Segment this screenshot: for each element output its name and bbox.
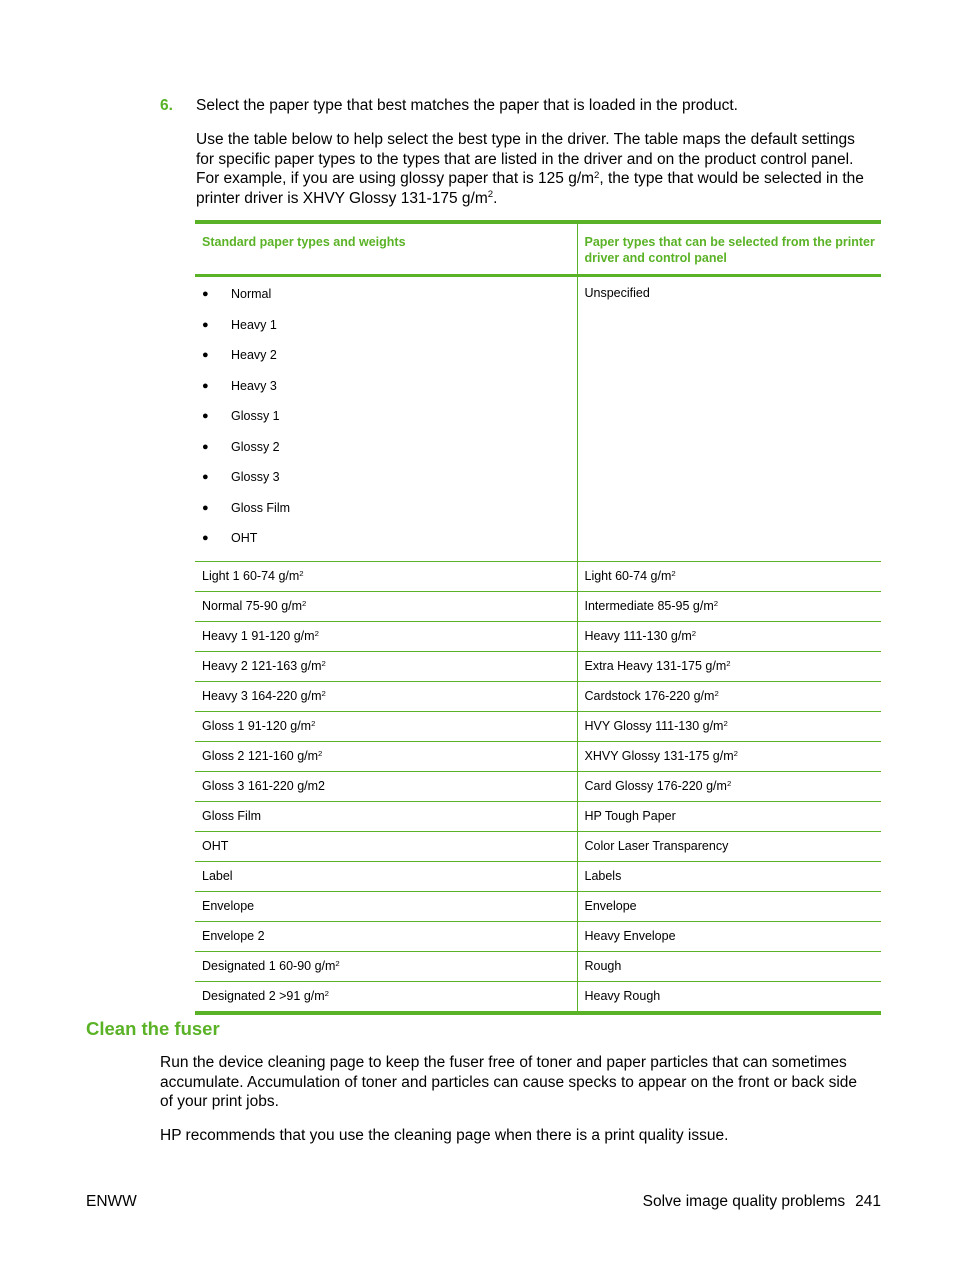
driver-type-cell: Intermediate 85-95 $g/m^2$ [577, 591, 881, 621]
driver-type-cell: Light 60-74 $g/m^2$ [577, 561, 881, 591]
table-row [195, 921, 881, 951]
bullet-icon: ● [202, 318, 209, 331]
bullet-icon: ● [202, 501, 209, 514]
paper-types-table [195, 220, 881, 1015]
bullet-label: Heavy 1 [231, 317, 277, 332]
bullet-item [202, 530, 571, 561]
table-row [195, 621, 881, 651]
section-para-line-1: Run the device cleaning page to keep the fuser free of toner and paper particles that can sometimes [160, 1054, 847, 1071]
bullet-item [202, 439, 571, 470]
standard-type-cell: Heavy 3 164-220 $g/m^2$ [195, 681, 577, 711]
table-row [195, 861, 881, 891]
section-para2-line: HP recommends that you use the cleaning page when there is a print quality issue. [160, 1127, 729, 1144]
section-para-line-2: accumulate. Accumulation of toner and particles can cause specks to appear on the front or back side [160, 1073, 858, 1091]
standard-type-cell: Designated 1 60-90 $g/m^2$ [195, 951, 577, 981]
step-para-line-4: printer driver is XHVY Glossy 131-175 $g/m^2$. [196, 189, 498, 207]
bullet-icon: ● [202, 471, 209, 483]
step-para-line-3: For example, if you are using glossy paper that is 125 $g/m^2$, the type that would be selected in the [196, 169, 864, 187]
footer-section-name: Solve image quality problems [642, 1193, 846, 1210]
bullet-item [202, 408, 571, 439]
step-para-line-2: for specific paper types to the types that are listed in the driver and on the product control panel. [196, 150, 854, 168]
superscript: 2 [314, 628, 319, 638]
table-row-bullet-group [195, 276, 881, 562]
superscript: 2 [321, 688, 326, 698]
superscript: 2 [311, 718, 316, 728]
standard-type-cell: Gloss 2 121-160 $g/m^2$ [195, 741, 577, 771]
standard-type-cell: Envelope [195, 891, 577, 921]
driver-type-cell: HVY Glossy 111-130 $g/m^2$ [577, 711, 881, 741]
standard-type-cell: Gloss Film [195, 801, 577, 831]
standard-type-cell: OHT [195, 831, 577, 861]
section-para-line-3: of your print jobs. [160, 1093, 279, 1111]
table-row [195, 681, 881, 711]
section-paragraph-1 [160, 1053, 884, 1112]
step-text: Select the paper type that best matches the paper that is loaded in the product. [196, 97, 738, 114]
superscript: 2 [714, 688, 719, 698]
driver-type-cell: Heavy 111-130 $g/m^2$ [577, 621, 881, 651]
driver-type-cell: Extra Heavy 131-175 $g/m^2$ [577, 651, 881, 681]
driver-type-cell: Card Glossy 176-220 $g/m^2$ [577, 771, 881, 801]
step-para-line-1: Use the table below to help select the best type in the driver. The table maps the default settings [196, 131, 855, 148]
header-driver-paper-types: Paper types that can be selected from the printer driver and control panel [577, 222, 881, 276]
superscript: 2 [726, 778, 732, 788]
superscript: 2 [321, 658, 326, 668]
bullet-item [202, 317, 571, 348]
superscript: 2 [318, 748, 323, 758]
bullet-icon: ● [202, 532, 209, 544]
standard-type-cell: Heavy 2 121-163 $g/m^2$ [195, 651, 577, 681]
bullet-label: Gloss Film [231, 500, 291, 515]
superscript: 2 [691, 628, 697, 638]
table-row [195, 981, 881, 1013]
standard-type-cell: Designated 2 >91 $g/m^2$ [195, 981, 577, 1013]
bullet-icon: ● [202, 379, 209, 392]
table-row [195, 951, 881, 981]
bullet-item [202, 500, 571, 531]
bullet-label: Normal [231, 287, 272, 301]
bullet-label: Glossy 1 [231, 409, 280, 423]
bullet-icon: ● [202, 440, 209, 453]
driver-type-cell: Heavy Envelope [577, 921, 881, 951]
superscript: 2 [299, 568, 304, 578]
driver-type-cell: Labels [577, 861, 881, 891]
driver-type-cell: HP Tough Paper [577, 801, 881, 831]
standard-type-cell: Light 1 60-74 $g/m^2$ [195, 561, 577, 591]
bullet-item [202, 347, 571, 378]
bullet-label: OHT [231, 531, 258, 545]
step-number: 6. [160, 97, 173, 114]
bullet-icon: ● [202, 288, 209, 300]
table-row [195, 591, 881, 621]
superscript: 2 [487, 189, 494, 201]
standard-type-cell: Gloss 1 91-120 $g/m^2$ [195, 711, 577, 741]
bullet-group-cell [195, 276, 577, 562]
page-number: 241 [855, 1193, 881, 1210]
superscript: 2 [324, 988, 329, 998]
bullet-item [202, 286, 571, 317]
driver-type-cell: XHVY Glossy 131-175 $g/m^2$ [577, 741, 881, 771]
driver-type-cell: Color Laser Transparency [577, 831, 881, 861]
bullet-group-right-cell: Unspecified [577, 276, 881, 562]
superscript: 2 [726, 658, 731, 668]
footer-right [643, 1193, 881, 1211]
table-row [195, 891, 881, 921]
table-row [195, 561, 881, 591]
bullet-list [202, 286, 571, 561]
step-paragraph [196, 130, 886, 208]
standard-type-cell: Heavy 1 91-120 $g/m^2$ [195, 621, 577, 651]
superscript: 2 [723, 718, 728, 728]
footer-left: ENWW [86, 1193, 137, 1210]
bullet-label: Heavy 2 [231, 348, 277, 362]
superscript: 2 [335, 958, 340, 968]
table-row [195, 711, 881, 741]
standard-type-cell: Normal 75-90 $g/m^2$ [195, 591, 577, 621]
superscript: 2 [594, 169, 600, 181]
section-paragraph-2 [160, 1126, 884, 1146]
table-row [195, 801, 881, 831]
bullet-label: Heavy 3 [231, 378, 277, 393]
standard-type-cell: Envelope 2 [195, 921, 577, 951]
bullet-item [202, 469, 571, 500]
superscript: 2 [671, 568, 676, 578]
superscript: 2 [713, 598, 719, 608]
superscript: 2 [733, 748, 738, 758]
driver-type-cell: Rough [577, 951, 881, 981]
bullet-icon: ● [202, 410, 209, 422]
driver-type-cell: Cardstock 176-220 $g/m^2$ [577, 681, 881, 711]
section-title: Clean the fuser [86, 1018, 220, 1039]
driver-type-cell: Heavy Rough [577, 981, 881, 1013]
table-row [195, 651, 881, 681]
table-row [195, 831, 881, 861]
standard-type-cell: Gloss 3 161-220 g/m2 [195, 771, 577, 801]
bullet-label: Glossy 3 [231, 470, 280, 484]
header-standard-paper-types: Standard paper types and weights [195, 222, 577, 276]
table-row [195, 741, 881, 771]
bullet-item [202, 378, 571, 409]
standard-type-cell: Label [195, 861, 577, 891]
table-header-row [195, 222, 881, 276]
bullet-icon: ● [202, 349, 209, 361]
bullet-label: Glossy 2 [231, 439, 280, 454]
superscript: 2 [302, 598, 307, 608]
driver-type-cell: Envelope [577, 891, 881, 921]
table-row [195, 771, 881, 801]
